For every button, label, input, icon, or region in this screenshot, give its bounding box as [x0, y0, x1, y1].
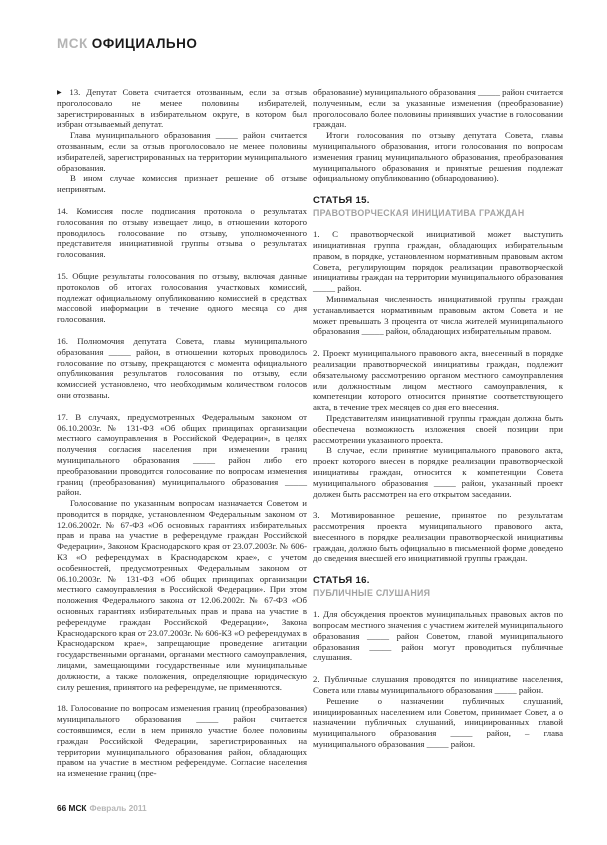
paragraph-13-2: Глава муниципального образования _____ район считается отозванным, если за отзыв проголосовало не менее половины избирателей, зарегистрированных на территории муниципального образования.: [57, 130, 307, 173]
article-15-paragraph-2: 2. Проект муниципального правового акта, внесенный в порядке реализации правотворческой инициативы граждан, подлежит обязательному рассмотрению органом местного самоуправления или должностным лицом местного самоуправления, к компетенции которого относится принятие соответствующего акта, в течение трех месяцев со дня его внесения.: [313, 348, 563, 413]
paragraph-17-2: Голосование по указанным вопросам назначается Советом и проводится в порядке, установленном Федеральным законом от 12.06.2002г. № 67-ФЗ «Об основных гарантиях избирательных прав и права на участие в референдуме граждан Российской Федерации», Законом Краснодарского края от 23.07.2003г. № 606-КЗ «О референдумах в Краснодарском крае», с учетом особенностей, предусмотренных Федеральным законом от 06.10.2003г. № 131-ФЗ «Об общих принципах организации местного самоуправления в Российской Федерации». При этом положения Федерального закона от 12.06.2002г. № 67-ФЗ «Об основных гарантиях избирательных прав и права на участие в референдуме граждан Российской Федерации», Закона Краснодарского края от 23.07.2003г. № 606-КЗ «О референдумах в Краснодарском крае», запрещающие проведение агитации государственными органами, органами местного самоуправления, лицами, замещающими государственные или муниципальные должности, а также положения, определяющие юридическую силу решения, принятого на референдуме, не применяются.: [57, 498, 307, 692]
article-16-heading: [313, 575, 563, 598]
paragraph-13: [57, 87, 307, 130]
masthead-brand: МСК: [57, 36, 88, 51]
article-16-paragraph-1: 1. Для обсуждения проектов муниципальных правовых актов по вопросам местного значения с участием жителей муниципального образования _____ район Советом, главой муниципального образования _____ район могут проводиться публичные слушания.: [313, 609, 563, 663]
article-body: [57, 87, 563, 779]
paragraph-13-3: В ином случае комиссия признает решение об отзыве непринятым.: [57, 173, 307, 195]
article-15-paragraph-2b: Представителям инициативной группы граждан должна быть обеспечена возможность изложения своей позиции при рассмотрении указанного проекта.: [313, 412, 563, 445]
triangle-bullet-icon: ▶: [57, 90, 62, 96]
article-16-subtitle: ПУБЛИЧНЫЕ СЛУШАНИЯ: [313, 588, 431, 599]
paragraph-13-text: 13. Депутат Совета считается отозванным, если за отзыв проголосовало не менее половины избирателей, зарегистрированных в избирательном округе, в котором был избран отзываемый депутат.: [57, 87, 307, 130]
article-15-paragraph-1: 1. С правотворческой инициативой может выступить инициативная группа граждан, обладающих избирательным правом, в порядке, установленном нормативным правовым актом Совета, регулирующим порядок реализации правотворческой инициативы граждан на территории муниципального образования _____ район.: [313, 229, 563, 294]
article-15-subtitle: ПРАВОТВОРЧЕСКАЯ ИНИЦИАТИВА ГРАЖДАН: [313, 208, 525, 219]
footer-issue-date: Февраль 2011: [89, 803, 147, 813]
article-15-title: СТАТЬЯ 15.: [313, 195, 370, 207]
article-15-paragraph-2c: В случае, если принятие муниципального правового акта, проект которого внесен в порядке реализации правотворческой инициативы граждан, относится к компетенции Совета муниципального образования _____ район, указанный проект должен быть рассмотрен на его открытом заседании.: [313, 445, 563, 499]
masthead: [57, 36, 197, 51]
article-15-heading: [313, 195, 563, 218]
paragraph-results: Итоги голосования по отзыву депутата Совета, главы муниципального образования, итоги голосования по вопросам изменения границ муниципального образования, преобразования муниципального образования и принятые решения подлежат официальному опубликованию (обнародованию).: [313, 130, 563, 184]
paragraph-16: 16. Полномочия депутата Совета, главы муниципального образования _____ район, в отношении которых проводилось голосование по отзыву, прекращаются с момента официального опубликования результатов голосования по отзыву, если комиссией установлено, что необходимым количеством голосов они отозваны.: [57, 335, 307, 400]
masthead-section-title: ОФИЦИАЛЬНО: [91, 36, 198, 51]
page-footer: [57, 803, 147, 813]
article-15-paragraph-1b: Минимальная численность инициативной группы граждан устанавливается нормативным правовым актом Совета и не может превышать 3 процента от числа жителей муниципального образования _____ район, обладающих избирательным правом.: [313, 293, 563, 337]
article-15-paragraph-3: 3. Мотивированное решение, принятое по результатам рассмотрения проекта муниципального правового акта, внесенного в порядке реализации правотворческой инициативы граждан, должно быть официально в письменной форме доведено до сведения внесшей его инициативной группы граждан.: [313, 510, 563, 564]
right-column: [313, 87, 563, 779]
article-16-paragraph-2b: Решение о назначении публичных слушаний, инициированных населением или Советом, принимает Совет, а о назначении публичных слушаний, инициированных главой муниципального образования _____ район, – глава муниципального образования _____ район.: [313, 695, 563, 750]
article-16-title: СТАТЬЯ 16.: [313, 575, 370, 587]
article-16-paragraph-2: 2. Публичные слушания проводятся по инициативе населения, Совета или главы муниципального образования _____ район.: [313, 674, 563, 696]
paragraph-18: 18. Голосование по вопросам изменения границ (преобразования) муниципального образования _____ район считается состоявшимся, если в нем приняло участие более половины граждан Российской Федерации, зарегистрированных на территории муниципального образования район, обладающих правом на участие в местном референдуме. Согласие населения на изменение границ (пре-: [57, 703, 307, 779]
paragraph-15: 15. Общие результаты голосования по отзыву, включая данные протоколов об итогах голосования участковых комиссий, подлежат официальному опубликованию комиссией в средствах массовой информации в течение одного месяца со дня голосования.: [57, 270, 307, 325]
paragraph-18-continued: образование) муниципального образования _____ район считается полученным, если за указанные изменения (преобразование) проголосовало более половины принявших участие в голосовании граждан.: [313, 87, 564, 130]
left-column: [57, 87, 307, 779]
paragraph-17: 17. В случаях, предусмотренных Федеральным законом от 06.10.2003г. № 131-ФЗ «Об общих принципах организации местного самоуправления в Российской Федерации», в целях получения согласия населения при изменении границ муниципального образования _____ район либо его преобразовании проводится голосование по вопросам изменения границ (преобразования) муниципального образования _____ район.: [57, 411, 307, 498]
paragraph-14: 14. Комиссия после подписания протокола о результатах голосования по отзыву извещает лицо, в отношении которого проводилось голосование по отзыву, уполномоченного представителя инициативной группы отзыва о результатах голосования.: [57, 205, 307, 260]
footer-page-number: 66 МСК: [57, 803, 87, 813]
